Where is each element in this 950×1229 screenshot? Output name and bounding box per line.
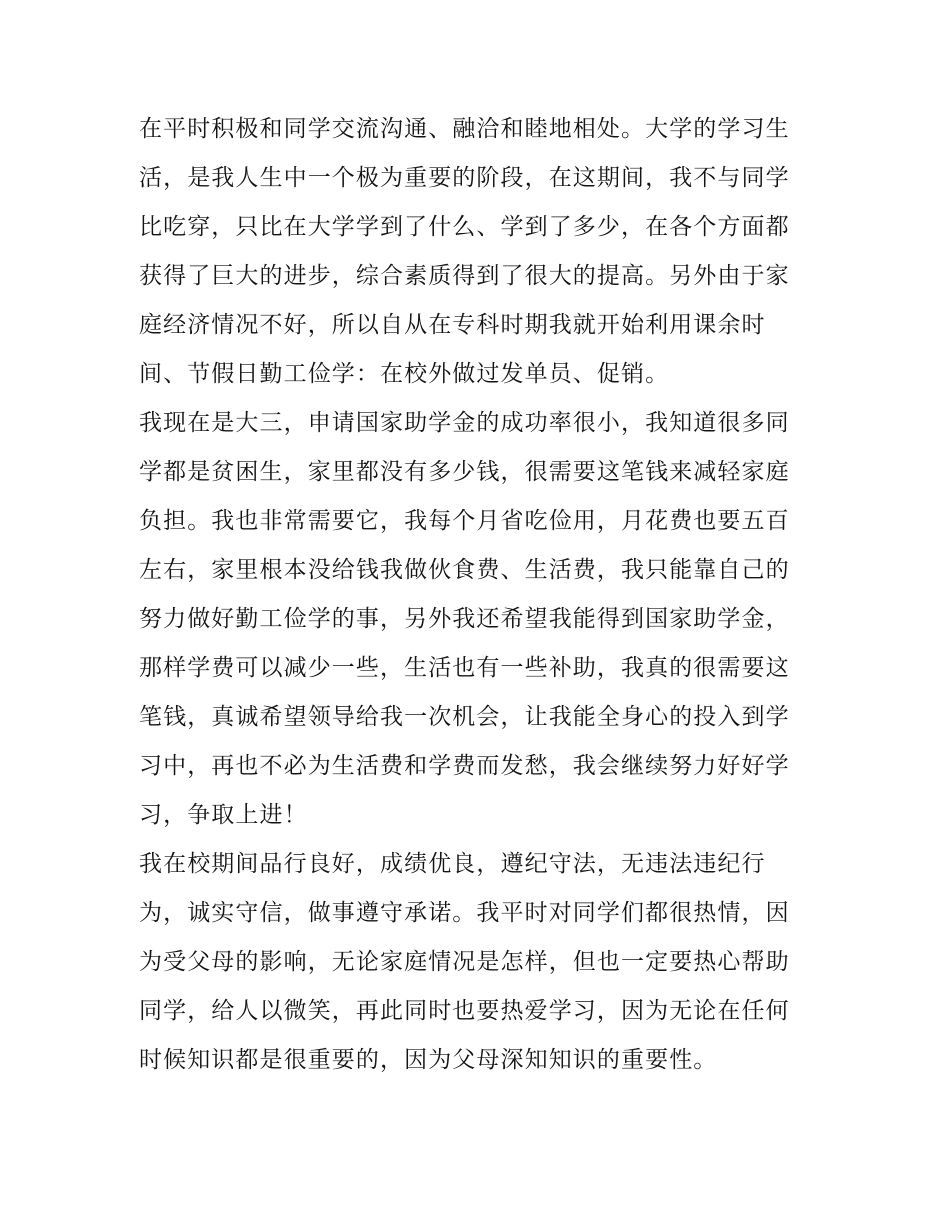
text-line: 负担。我也非常需要它，我每个月省吃俭用，月花费也要五百 <box>139 508 790 534</box>
text-line: 在平时积极和同学交流沟通、融洽和睦地相处。大学的学习生 <box>139 116 790 142</box>
text-line: 获得了巨大的进步，综合素质得到了很大的提高。另外由于家 <box>139 263 790 289</box>
text-line: 努力做好勤工俭学的事，另外我还希望我能得到国家助学金， <box>139 606 790 632</box>
text-line: 比吃穿，只比在大学学到了什么、学到了多少，在各个方面都 <box>139 214 790 240</box>
text-line: 活，是我人生中一个极为重要的阶段，在这期间，我不与同学 <box>139 165 790 191</box>
text-line: 庭经济情况不好，所以自从在专科时期我就开始利用课余时 <box>139 312 766 338</box>
text-line: 我现在是大三，申请国家助学金的成功率很小，我知道很多同 <box>139 410 790 436</box>
text-line: 间、节假日勤工俭学：在校外做过发单员、促销。 <box>139 361 670 387</box>
text-line: 我在校期间品行良好，成绩优良，遵纪守法，无违法违纪行 <box>139 851 766 877</box>
document-body <box>139 105 819 1085</box>
text-line: 为受父母的影响，无论家庭情况是怎样，但也一定要热心帮助 <box>139 949 790 975</box>
text-line: 习，争取上进！ <box>139 802 308 828</box>
paragraph-1 <box>139 105 819 399</box>
text-line: 习中，再也不必为生活费和学费而发愁，我会继续努力好好学 <box>139 753 790 779</box>
text-line: 左右，家里根本没给钱我做伙食费、生活费，我只能靠自己的 <box>139 557 790 583</box>
text-line: 那样学费可以减少一些，生活也有一些补助，我真的很需要这 <box>139 655 790 681</box>
text-line: 同学，给人以微笑，再此同时也要热爱学习，因为无论在任何 <box>139 998 790 1024</box>
text-line: 笔钱，真诚希望领导给我一次机会，让我能全身心的投入到学 <box>139 704 790 730</box>
text-line: 为，诚实守信，做事遵守承诺。我平时对同学们都很热情，因 <box>139 900 790 926</box>
text-line: 时候知识都是很重要的，因为父母深知知识的重要性。 <box>139 1047 718 1073</box>
paragraph-2 <box>139 399 819 840</box>
text-line: 学都是贫困生，家里都没有多少钱，很需要这笔钱来减轻家庭 <box>139 459 790 485</box>
paragraph-3 <box>139 840 819 1085</box>
